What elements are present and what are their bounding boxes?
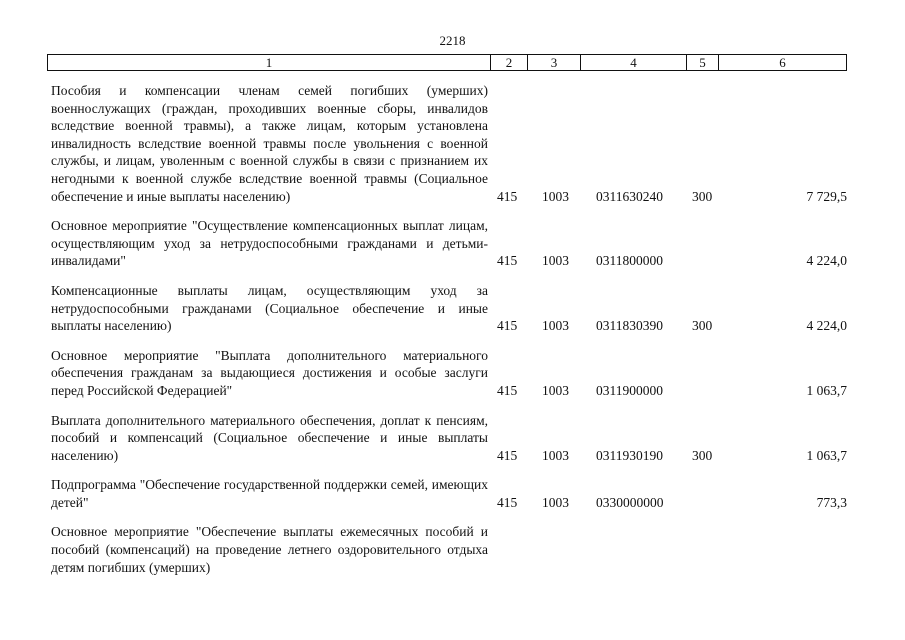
row-amount: 4 224,0 xyxy=(806,253,847,269)
row-section-code: 1003 xyxy=(542,253,569,269)
row-target-code: 0311830390 xyxy=(596,318,663,334)
row-target-code: 0311900000 xyxy=(596,382,663,398)
row-description: Пособия и компенсации членам семей погибших (умерших) военнослужащих (граждан, проходивших военные сборы, инвалидов вследствие военной травмы), а также лицам, которым установлена инвалидность вследствие военной травмы после увольнения с военной службы, и лицам, уволенным с военной службы в связи с признанием их негодными к военной службе вследствие военной травмы (Социальное обеспечение и иные выплаты населению) xyxy=(51,83,488,204)
column-header-1: 1 xyxy=(48,55,491,70)
row-description: Компенсационные выплаты лицам, осуществляющим уход за нетрудоспособными гражданами (Социальное обеспечение и иные выплаты населению) xyxy=(51,282,488,334)
budget-table-body xyxy=(51,82,851,588)
row-target-code: 0311630240 xyxy=(596,188,663,204)
row-section-code: 1003 xyxy=(542,382,569,398)
table-row xyxy=(51,217,851,270)
row-ministry-code: 415 xyxy=(497,494,518,510)
row-ministry-code: 415 xyxy=(497,253,518,269)
column-header-3: 3 xyxy=(528,55,581,70)
column-header-4: 4 xyxy=(581,55,687,70)
table-row xyxy=(51,82,851,205)
table-row xyxy=(51,476,851,511)
row-section-code: 1003 xyxy=(542,188,569,204)
table-row xyxy=(51,412,851,465)
column-header-2: 2 xyxy=(491,55,528,70)
row-target-code: 0330000000 xyxy=(596,494,664,510)
row-ministry-code: 415 xyxy=(497,318,518,334)
row-section-code: 1003 xyxy=(542,447,569,463)
row-description: Основное мероприятие "Обеспечение выплаты ежемесячных пособий и пособий (компенсаций) на проведение летнего оздоровительного отдыха детям погибших (умерших) xyxy=(51,524,488,575)
row-expense-type: 300 xyxy=(692,318,713,334)
column-header-5: 5 xyxy=(687,55,719,70)
row-expense-type: 300 xyxy=(692,188,713,204)
row-ministry-code: 415 xyxy=(497,188,518,204)
table-row xyxy=(51,282,851,335)
row-amount: 1 063,7 xyxy=(806,382,847,398)
row-description: Подпрограмма "Обеспечение государственной поддержки семей, имеющих детей" xyxy=(51,477,488,510)
row-section-code: 1003 xyxy=(542,494,569,510)
table-row xyxy=(51,347,851,400)
row-amount: 4 224,0 xyxy=(806,318,847,334)
row-amount: 773,3 xyxy=(816,494,847,510)
row-ministry-code: 415 xyxy=(497,382,518,398)
row-ministry-code: 415 xyxy=(497,447,518,463)
row-description: Выплата дополнительного материального обеспечения, доплат к пенсиям, пособий и компенсаций (Социальное обеспечение и иные выплаты населению) xyxy=(51,412,488,463)
column-header-6: 6 xyxy=(779,55,786,70)
row-description: Основное мероприятие "Осуществление компенсационных выплат лицам, осуществляющим уход за нетрудоспособными гражданами и детьми-инвалидами" xyxy=(51,218,488,269)
table-row xyxy=(51,523,851,576)
row-amount: 1 063,7 xyxy=(806,447,847,463)
column-header-row xyxy=(47,54,847,71)
row-expense-type: 300 xyxy=(692,447,713,463)
row-description: Основное мероприятие "Выплата дополнительного материального обеспечения гражданам за выдающиеся достижения и особые заслуги перед Российской Федерацией" xyxy=(51,347,488,398)
row-target-code: 0311930190 xyxy=(596,447,663,463)
row-section-code: 1003 xyxy=(542,318,569,334)
row-amount: 7 729,5 xyxy=(806,188,847,204)
row-target-code: 0311800000 xyxy=(596,253,663,269)
page-number: 2218 xyxy=(439,33,466,48)
